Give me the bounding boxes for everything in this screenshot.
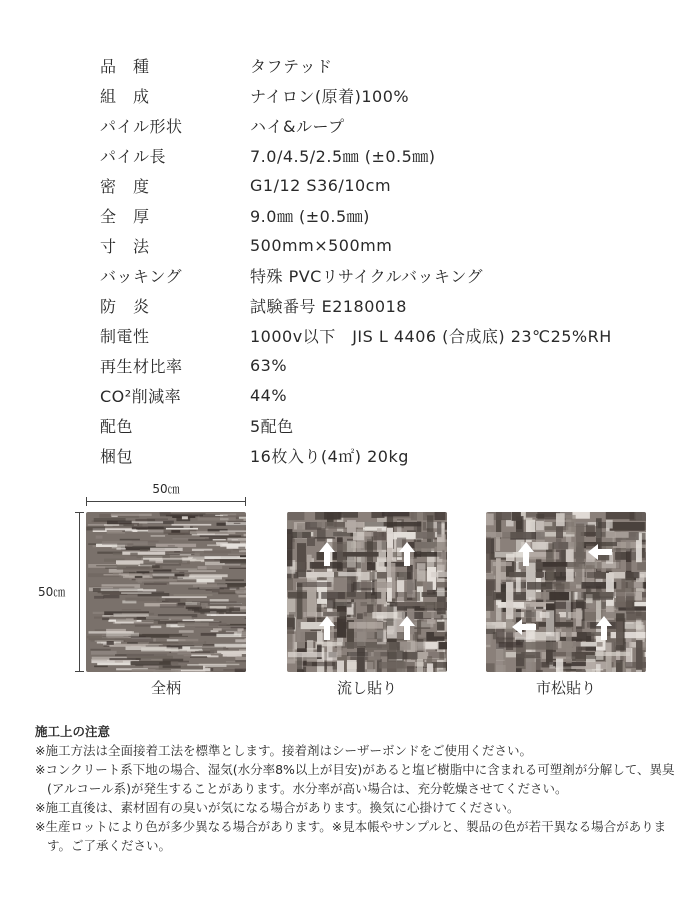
spec-row (100, 290, 680, 320)
tile-illustrations (0, 480, 700, 700)
spec-value: タフテッド (250, 56, 333, 76)
width-dimension-line (86, 497, 246, 505)
spec-value: 試験番号 E2180018 (250, 296, 407, 316)
spec-row (100, 110, 680, 140)
note-item: ※生産ロットにより色が多少異なる場合があります。※見本帳やサンプルと、製品の色が若干異なる場合があります。ご了承ください。 (35, 819, 667, 853)
full-pattern-tile (86, 512, 246, 672)
monolithic-layout-tile (287, 512, 447, 672)
spec-table (100, 50, 680, 470)
spec-label: 寸 法 (100, 236, 150, 256)
spec-value: 9.0㎜ (±0.5㎜) (250, 206, 370, 226)
note-item: ※コンクリート系下地の場合、湿気(水分率8%以上が目安)があると塩ビ樹脂中に含まれる可塑剤が分解して、異臭(アルコール系)が発生することがあります。水分率が高い場合は、充分乾燥させてください。 (35, 762, 675, 796)
spec-row (100, 80, 680, 110)
spec-label: 配色 (100, 416, 134, 436)
caption-full-pattern: 全柄 (150, 679, 181, 697)
spec-row (100, 350, 680, 380)
width-dimension-label: 50㎝ (152, 482, 180, 496)
spec-label: 再生材比率 (100, 356, 183, 376)
spec-value: 500mm×500mm (250, 235, 393, 255)
spec-row (100, 230, 680, 260)
spec-value: ハイ&ループ (250, 116, 345, 136)
spec-label: パイル長 (100, 146, 167, 166)
height-dimension-line (75, 512, 84, 672)
note-item: ※施工直後は、素材固有の臭いが気になる場合があります。換気に心掛けてください。 (35, 800, 520, 815)
spec-row (100, 50, 680, 80)
spec-label: 制電性 (100, 326, 150, 346)
caption-monolithic: 流し貼り (336, 679, 397, 697)
spec-value: 5配色 (250, 416, 294, 436)
spec-value: 63% (250, 355, 288, 375)
spec-row (100, 320, 680, 350)
spec-row (100, 440, 680, 470)
spec-value: 44% (250, 385, 288, 405)
spec-value: 16枚入り(4㎡) 20kg (250, 446, 409, 466)
spec-label: 全 厚 (100, 206, 150, 226)
height-dimension-label: 50㎝ (38, 585, 66, 599)
spec-value: ナイロン(原着)100% (250, 86, 410, 106)
spec-row (100, 140, 680, 170)
spec-value: 特殊 PVCリサイクルバッキング (250, 266, 484, 286)
spec-label: 防 炎 (100, 296, 150, 316)
spec-row (100, 380, 680, 410)
note-item: ※施工方法は全面接着工法を標準とします。接着剤はシーザーボンドをご使用ください。 (35, 743, 532, 758)
spec-value: 7.0/4.5/2.5㎜ (±0.5㎜) (250, 146, 436, 166)
spec-row (100, 260, 680, 290)
spec-label: バッキング (100, 266, 183, 286)
spec-label: 密 度 (100, 176, 150, 196)
checkerboard-layout-tile (486, 512, 646, 672)
caption-checkerboard: 市松貼り (535, 679, 596, 697)
spec-row (100, 410, 680, 440)
spec-label: 梱包 (100, 446, 134, 466)
spec-label: CO²削減率 (100, 386, 182, 406)
spec-label: 品 種 (100, 56, 150, 76)
spec-label: 組 成 (100, 86, 150, 106)
spec-row (100, 170, 680, 200)
spec-value: G1/12 S36/10cm (250, 175, 392, 195)
spec-label: パイル形状 (100, 116, 183, 136)
notes-title: 施工上の注意 (35, 724, 111, 739)
spec-row (100, 200, 680, 230)
spec-value: 1000v以下 JIS L 4406 (合成底) 23℃25%RH (250, 326, 612, 346)
installation-notes (35, 722, 685, 855)
